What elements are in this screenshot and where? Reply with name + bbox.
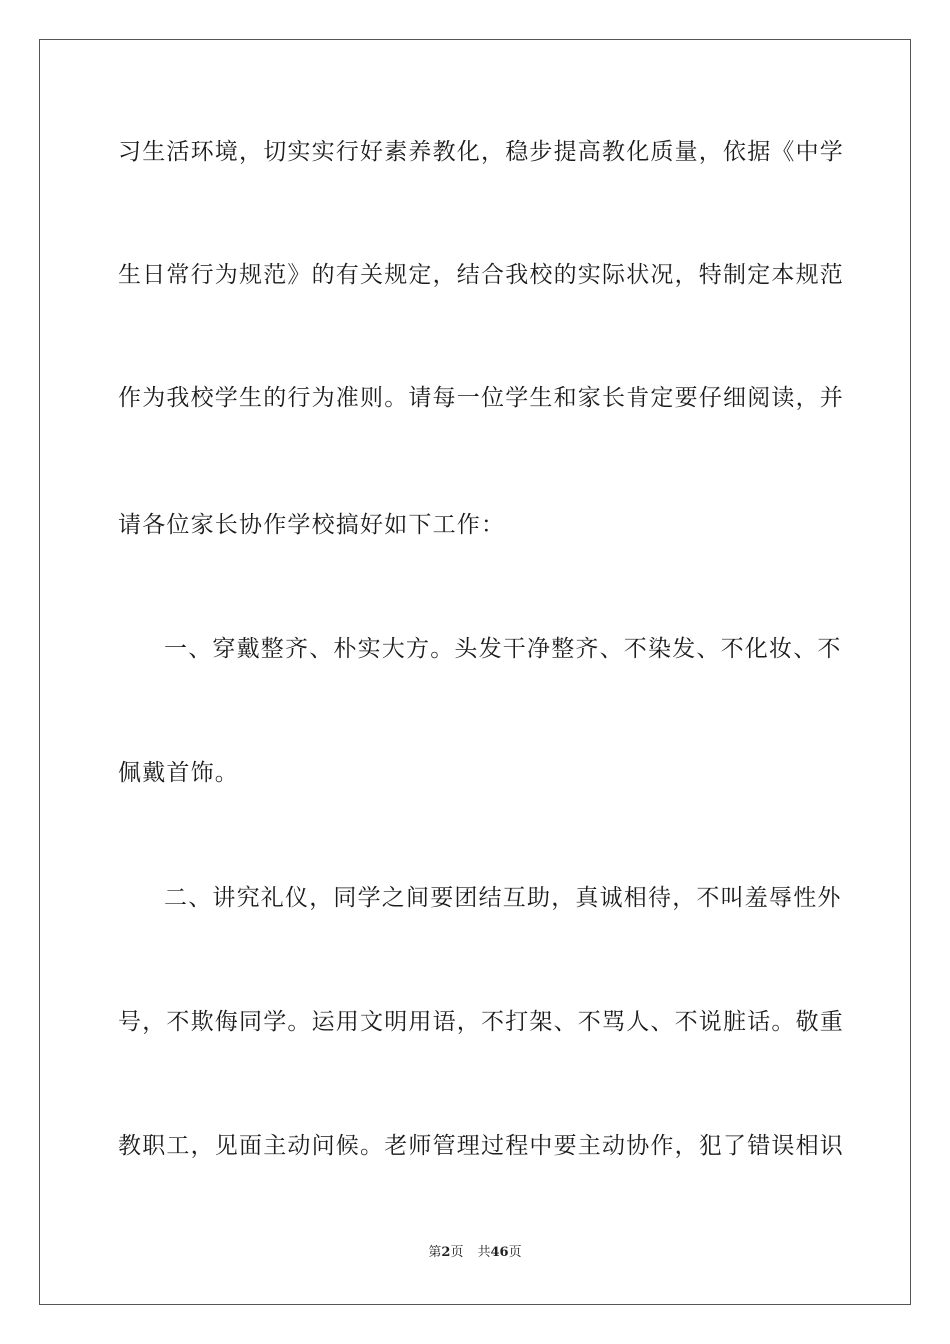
section-2-line-3: 教职工，见面主动问候。老师管理过程中要主动协作，犯了错误相识 — [118, 1133, 844, 1159]
page-prefix: 第 — [428, 1245, 442, 1260]
body-line-1: 习生活环境，切实实行好素养教化，稳步提高教化质量，依据《中学 — [118, 139, 844, 165]
total-suffix: 页 — [508, 1245, 522, 1260]
total-pages: 46 — [490, 1245, 509, 1260]
page-number: 2 — [441, 1245, 451, 1260]
section-2-line-1: 二、讲究礼仪，同学之间要团结互助，真诚相待，不叫羞辱性外 — [164, 885, 842, 911]
page-border — [39, 39, 911, 1305]
section-2-line-2: 号，不欺侮同学。运用文明用语，不打架、不骂人、不说脏话。敬重 — [118, 1009, 844, 1035]
section-1-line-1: 一、穿戴整齐、朴实大方。头发干净整齐、不染发、不化妆、不 — [164, 636, 842, 662]
page-footer — [0, 1244, 950, 1262]
total-prefix: 共 — [477, 1245, 491, 1260]
page-suffix: 页 — [450, 1245, 464, 1260]
body-line-4: 请各位家长协作学校搞好如下工作： — [118, 512, 506, 538]
body-line-2: 生日常行为规范》的有关规定，结合我校的实际状况，特制定本规范 — [118, 262, 844, 288]
body-line-3: 作为我校学生的行为准则。请每一位学生和家长肯定要仔细阅读，并 — [118, 385, 844, 411]
section-1-line-2: 佩戴首饰。 — [118, 760, 239, 786]
